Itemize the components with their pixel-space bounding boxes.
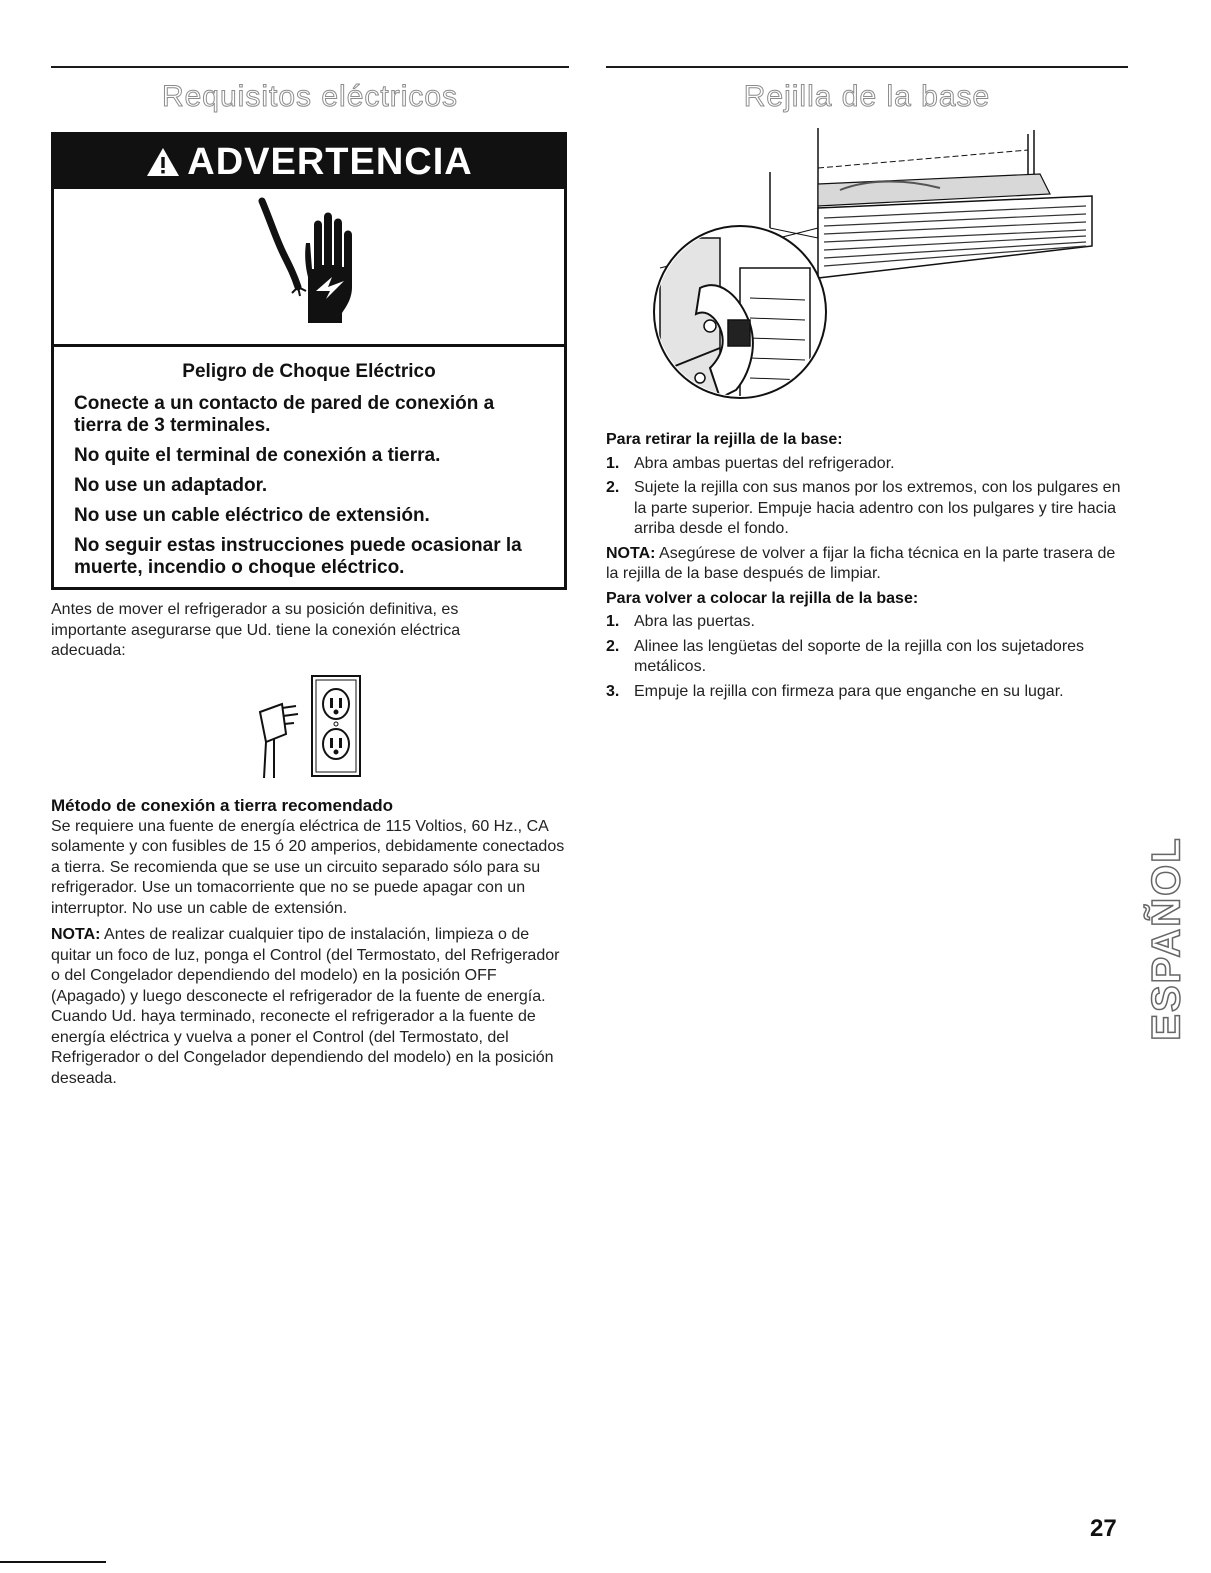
right-note [606, 544, 1126, 585]
left-note-label: NOTA: [51, 926, 101, 943]
remove-step-1 [606, 454, 1126, 475]
warning-line-4: No use un cable eléctrico de extensión. [74, 505, 430, 526]
remove-step-1-number: 1. [606, 454, 620, 472]
left-note-text: Antes de realizar cualquier tipo de instalación, limpieza o de quitar un foco de luz, ponga el Control (del Termostato, del Refrigerador o del Congelador dependiendo del modelo) en la posición OFF (Apagado) y luego desconecte el refrigerador de la fuente de energía. Cuando Ud. haya terminado, reconecte el refrigerador a la fuente de energía eléctrica y vuelva a poner el Control (del Termostato, del Refrigerador o del Congelador dependiendo del modelo) en la posición deseada. [51, 926, 560, 1087]
replace-step-1-number: 1. [606, 613, 620, 630]
grounded-plug-outlet-illustration [250, 672, 380, 782]
replace-step-1-text: Abra las puertas. [634, 613, 755, 630]
warning-line-5: No seguir estas instrucciones puede ocasionar la muerte, incendio o choque eléctrico. [74, 535, 522, 578]
shock-hazard-area [54, 189, 564, 347]
left-heading: Requisitos eléctricos [161, 80, 459, 113]
left-top-rule [51, 66, 569, 68]
replace-steps-list [606, 612, 1126, 702]
remove-steps-list [606, 454, 1126, 540]
method-text: Se requiere una fuente de energía eléctrica de 115 Voltios, 60 Hz., CA solamente y con fusibles de 15 ó 20 amperios, debidamente conectados a tierra. Se recomienda que se use un circuito separado sólo para su refrigerador. Use un tomacorriente que no se puede apagar con un interruptor. No use un cable de extensión. [51, 817, 565, 917]
replace-step-3-number: 3. [606, 682, 620, 700]
base-grille-illustration [640, 128, 1100, 428]
method-heading: Método de conexión a tierra recomendado [51, 796, 393, 815]
remove-step-2-text: Sujete la rejilla con sus manos por los extremos, con los pulgares en la parte superior. Empuje hacia adentro con los pulgares y tire hacia arriba desde el fondo. [634, 479, 1121, 537]
right-top-rule [606, 66, 1128, 68]
warning-line-1: Conecte a un contacto de pared de conexión a tierra de 3 terminales. [74, 393, 495, 436]
replace-step-3-text: Empuje la rejilla con firmeza para que enganche en su lugar. [634, 682, 1064, 700]
replace-step-2 [606, 637, 1126, 678]
intro-paragraph [51, 600, 531, 662]
remove-heading: Para retirar la rejilla de la base: [606, 431, 843, 448]
replace-heading: Para volver a colocar la rejilla de la base: [606, 589, 919, 607]
left-note [51, 925, 567, 1089]
warning-line-2: No quite el terminal de conexión a tierra. [74, 445, 441, 466]
warning-line-3: No use un adaptador. [74, 475, 268, 496]
warning-text [54, 347, 564, 579]
remove-step-2-number: 2. [606, 479, 620, 496]
warning-banner [54, 135, 564, 189]
warning-banner-text: ADVERTENCIA [187, 140, 473, 183]
warning-title: Peligro de Choque Eléctrico [182, 361, 436, 382]
replace-step-3 [606, 682, 1126, 703]
right-note-label: NOTA: [606, 544, 656, 562]
bottom-edge-mark [0, 1561, 106, 1563]
replace-step-2-text: Alinee las lengüetas del soporte de la rejilla con los sujetadores metálicos. [634, 637, 1085, 675]
right-note-text: Asegúrese de volver a fijar la ficha técnica en la parte trasera de la rejilla de la base después de limpiar. [606, 544, 1116, 582]
intro-text: Antes de mover el refrigerador a su posición definitiva, es importante asegurarse que Ud. tiene la conexión eléctrica adecuada: [51, 601, 461, 659]
method-section [51, 796, 567, 1089]
language-side-tab [1144, 818, 1189, 1058]
remove-step-2 [606, 478, 1126, 540]
remove-step-1-text: Abra ambas puertas del refrigerador. [634, 454, 895, 472]
language-side-tab-label: ESPAÑOL [1144, 835, 1189, 1041]
replace-step-1 [606, 612, 1126, 633]
right-heading: Rejilla de la base [743, 80, 991, 113]
right-text-section [606, 430, 1126, 706]
replace-step-2-number: 2. [606, 637, 620, 655]
warning-box [51, 132, 567, 590]
electric-shock-icon [254, 195, 374, 335]
page-number: 27 [1090, 1515, 1117, 1542]
warning-triangle-icon [145, 146, 181, 178]
